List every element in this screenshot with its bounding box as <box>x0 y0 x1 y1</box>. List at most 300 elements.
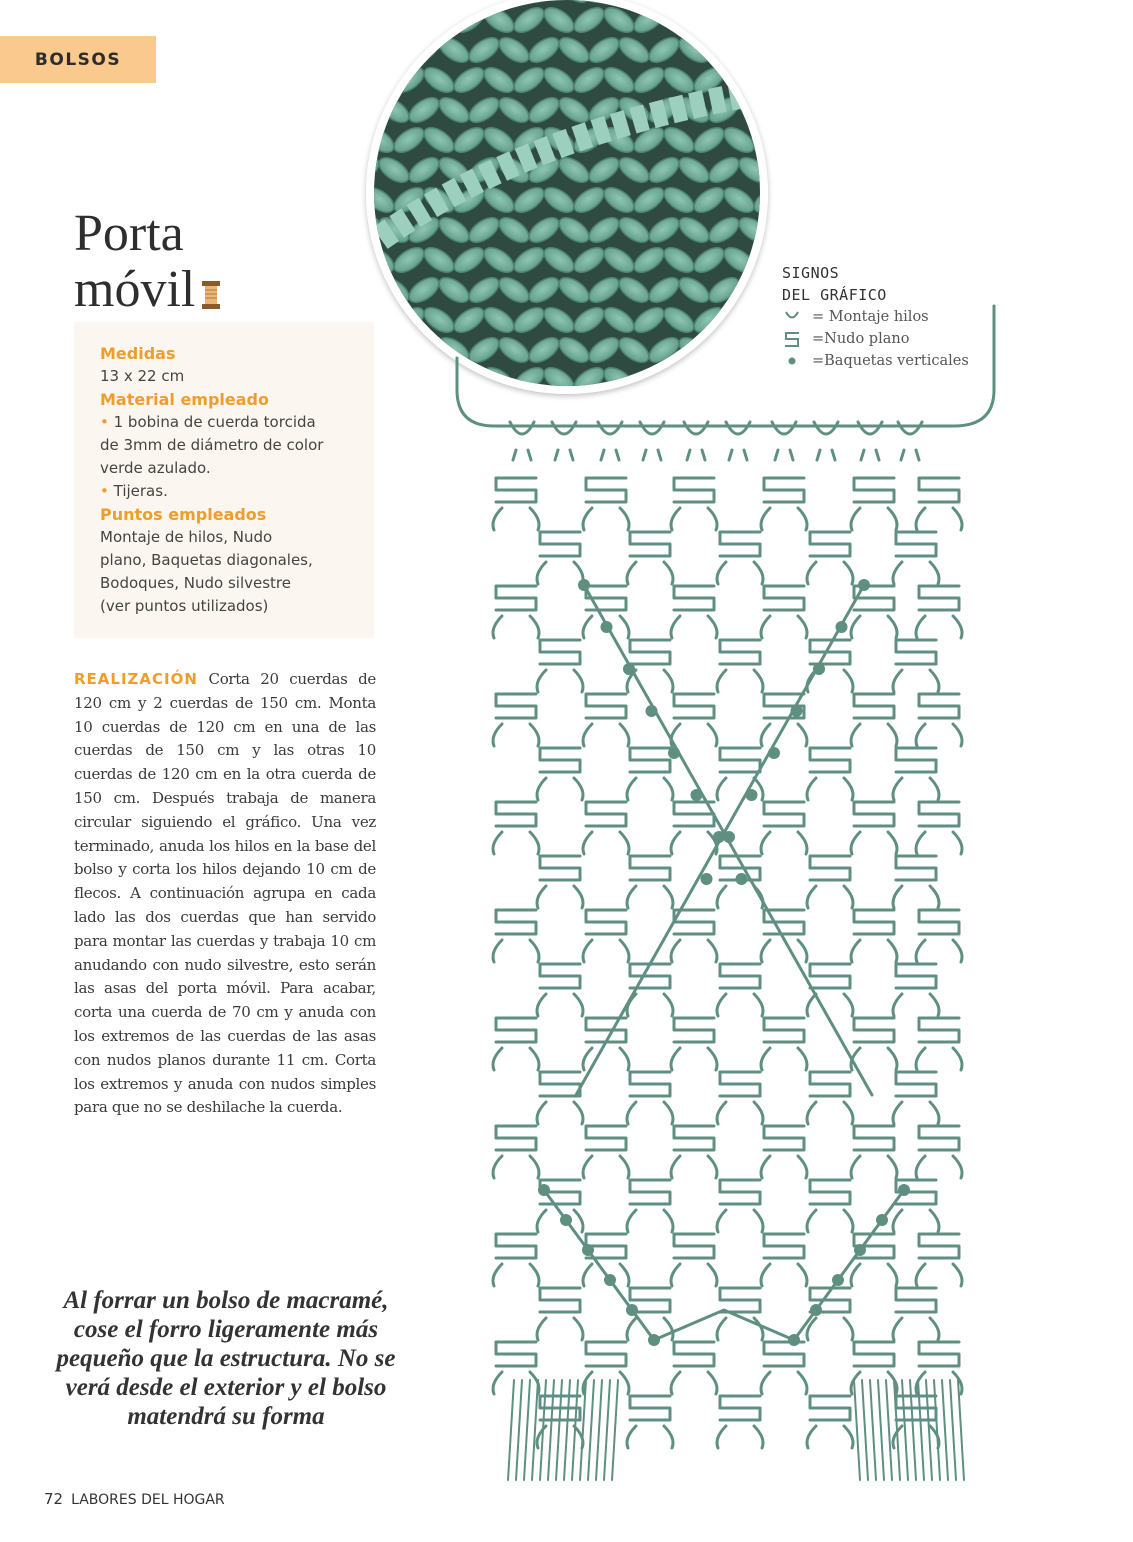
square-knot <box>720 1396 760 1420</box>
cord <box>574 670 583 692</box>
cord <box>807 1210 816 1232</box>
cord <box>888 1156 897 1178</box>
square-knot <box>854 1126 894 1150</box>
cord <box>708 1156 717 1178</box>
cord <box>916 508 925 530</box>
square-knot <box>720 964 760 988</box>
square-knot <box>764 586 804 610</box>
cord <box>844 1318 853 1340</box>
legend-item-nudo-plano: =Nudo plano <box>782 328 969 350</box>
square-knot <box>810 1180 850 1204</box>
cord <box>807 994 816 1016</box>
square-knot <box>764 1342 804 1366</box>
square-knot <box>496 910 536 934</box>
square-knot <box>854 478 894 502</box>
cord <box>620 616 629 638</box>
cord <box>537 778 546 800</box>
cord <box>798 940 807 962</box>
cord <box>851 1264 860 1286</box>
frame-line <box>457 306 994 426</box>
cord <box>583 508 592 530</box>
cord <box>583 1372 592 1394</box>
square-knot <box>674 1018 714 1042</box>
cord <box>583 1156 592 1178</box>
cord <box>893 994 902 1016</box>
square-knot <box>810 748 850 772</box>
material-item-1-cont2: verde azulado. <box>100 459 211 477</box>
macrame-diagram <box>454 300 1014 1505</box>
cord <box>953 1156 962 1178</box>
mount-strand <box>729 450 747 460</box>
square-knot <box>630 748 670 772</box>
cord <box>493 1048 502 1070</box>
cord <box>717 994 726 1016</box>
material-item-1: • 1 bobina de cuerda torcida <box>100 413 316 431</box>
fringe <box>870 1380 876 1480</box>
mount-loop <box>772 422 796 434</box>
cord <box>664 886 673 908</box>
puntos-line-2: plano, Baquetas diagonales, <box>100 551 313 569</box>
fringe <box>508 1380 514 1480</box>
cord <box>574 778 583 800</box>
square-knot <box>810 1396 850 1420</box>
cord <box>893 1210 902 1232</box>
square-knot <box>810 1072 850 1096</box>
cord <box>537 1102 546 1124</box>
cord <box>953 940 962 962</box>
mount-strand <box>643 450 661 460</box>
cord <box>930 1210 939 1232</box>
square-knot <box>854 1342 894 1366</box>
cord <box>620 1156 629 1178</box>
cord <box>537 1318 546 1340</box>
square-knot <box>674 1126 714 1150</box>
fringe <box>612 1380 618 1480</box>
instructions-text <box>74 668 376 1120</box>
square-knot <box>540 532 580 556</box>
fringe <box>862 1380 868 1480</box>
cord <box>664 1210 673 1232</box>
cord <box>916 940 925 962</box>
mount-strand <box>687 450 705 460</box>
cord <box>708 1372 717 1394</box>
square-knot <box>496 1234 536 1258</box>
spool-icon <box>201 266 221 322</box>
square-knot <box>630 640 670 664</box>
cord <box>530 832 539 854</box>
fringe <box>596 1380 602 1480</box>
square-knot <box>586 1342 626 1366</box>
square-knot <box>540 748 580 772</box>
square-knot <box>810 964 850 988</box>
square-knot <box>764 1126 804 1150</box>
square-knot <box>496 694 536 718</box>
material-heading: Material empleado <box>100 390 269 409</box>
cord <box>916 1264 925 1286</box>
mount-loop <box>598 422 622 434</box>
square-knot <box>586 910 626 934</box>
cord <box>893 1102 902 1124</box>
square-knot <box>720 1288 760 1312</box>
cord <box>761 1048 770 1070</box>
square-knot <box>496 478 536 502</box>
square-knot <box>496 1342 536 1366</box>
square-knot <box>496 1126 536 1150</box>
cord <box>620 832 629 854</box>
cord <box>627 562 636 584</box>
cord <box>717 778 726 800</box>
cord <box>761 1264 770 1286</box>
fringe <box>532 1380 538 1480</box>
cord <box>717 886 726 908</box>
cord <box>754 1318 763 1340</box>
cord <box>583 724 592 746</box>
cord <box>537 1210 546 1232</box>
cord <box>844 670 853 692</box>
cord <box>574 1102 583 1124</box>
square-knot <box>674 1342 714 1366</box>
mount-loop <box>640 422 664 434</box>
material-item-1-cont: de 3mm de diámetro de color <box>100 436 324 454</box>
square-knot <box>764 478 804 502</box>
cord <box>953 616 962 638</box>
cord <box>664 1426 673 1448</box>
cord <box>530 1156 539 1178</box>
cord <box>761 616 770 638</box>
cord <box>930 778 939 800</box>
square-knot <box>919 478 959 502</box>
cord <box>574 1210 583 1232</box>
mount-strand <box>513 450 531 460</box>
mount-strand <box>555 450 573 460</box>
material-item-2: • Tijeras. <box>100 482 168 500</box>
square-knot <box>586 1126 626 1150</box>
square-knot <box>674 478 714 502</box>
square-knot <box>540 1072 580 1096</box>
square-knot <box>919 1018 959 1042</box>
cord <box>930 1102 939 1124</box>
cord <box>671 1264 680 1286</box>
legend-title-2: DEL GRÁFICO <box>782 286 887 304</box>
cord <box>798 616 807 638</box>
fringe <box>524 1380 530 1480</box>
square-knot <box>896 748 936 772</box>
cord <box>530 940 539 962</box>
puntos-line-1: Montaje de hilos, Nudo <box>100 528 273 546</box>
cord <box>708 724 717 746</box>
cord <box>530 1264 539 1286</box>
cord <box>761 508 770 530</box>
cord <box>953 832 962 854</box>
cord <box>671 1156 680 1178</box>
cord <box>893 562 902 584</box>
cord <box>798 832 807 854</box>
mount-strand <box>861 450 879 460</box>
cord <box>620 1048 629 1070</box>
puntos-line-3: Bodoques, Nudo silvestre <box>100 574 291 592</box>
cord <box>888 508 897 530</box>
square-knot <box>720 1180 760 1204</box>
cord <box>717 1210 726 1232</box>
cord <box>953 1264 962 1286</box>
cord <box>530 508 539 530</box>
vertical-baqueta <box>701 873 713 885</box>
cord <box>888 616 897 638</box>
fringe <box>588 1380 594 1480</box>
cord <box>537 670 546 692</box>
cord <box>851 832 860 854</box>
cord <box>583 832 592 854</box>
materials-box <box>74 322 374 638</box>
cord <box>574 994 583 1016</box>
magazine-name: LABORES DEL HOGAR <box>71 1492 225 1508</box>
cord <box>754 994 763 1016</box>
square-knot <box>764 1018 804 1042</box>
cord <box>530 724 539 746</box>
cord <box>953 1048 962 1070</box>
cord <box>537 562 546 584</box>
cord <box>493 1264 502 1286</box>
cord <box>761 1372 770 1394</box>
cord <box>671 1372 680 1394</box>
cord <box>664 778 673 800</box>
cord <box>798 508 807 530</box>
cord <box>664 562 673 584</box>
square-knot <box>540 964 580 988</box>
square-knot <box>720 1072 760 1096</box>
square-knot <box>540 640 580 664</box>
cord <box>807 886 816 908</box>
square-knot <box>586 694 626 718</box>
cord <box>916 1048 925 1070</box>
square-knot <box>896 532 936 556</box>
square-knot <box>674 694 714 718</box>
cord <box>930 886 939 908</box>
cord <box>574 886 583 908</box>
cord <box>671 940 680 962</box>
square-knot <box>586 1018 626 1042</box>
cord <box>916 724 925 746</box>
cord <box>761 940 770 962</box>
cord <box>627 1318 636 1340</box>
square-knot <box>496 586 536 610</box>
cord <box>583 940 592 962</box>
square-knot <box>540 856 580 880</box>
page-title <box>74 206 221 322</box>
mount-strand <box>601 450 619 460</box>
page-number: 72 <box>44 1490 64 1508</box>
puntos-line-4: (ver puntos utilizados) <box>100 597 269 615</box>
square-knot <box>630 532 670 556</box>
cord <box>930 562 939 584</box>
cord <box>761 832 770 854</box>
cord <box>844 562 853 584</box>
cord <box>708 616 717 638</box>
cord <box>888 940 897 962</box>
cord <box>807 1102 816 1124</box>
cord <box>671 832 680 854</box>
square-knot <box>764 802 804 826</box>
cord <box>761 1156 770 1178</box>
cord <box>627 1426 636 1448</box>
square-knot <box>919 694 959 718</box>
legend-item-baqueta: =Baquetas verticales <box>782 350 969 372</box>
cord <box>844 994 853 1016</box>
cord <box>807 778 816 800</box>
mount-loop <box>814 422 838 434</box>
cord <box>761 724 770 746</box>
cord <box>754 670 763 692</box>
square-knot <box>896 1396 936 1420</box>
cord <box>916 832 925 854</box>
cord <box>627 886 636 908</box>
square-knot <box>496 802 536 826</box>
cord <box>671 508 680 530</box>
square-knot <box>630 1396 670 1420</box>
cord <box>493 1372 502 1394</box>
cord <box>844 1210 853 1232</box>
square-knot <box>720 532 760 556</box>
square-knot <box>919 1342 959 1366</box>
cord <box>754 562 763 584</box>
square-knot <box>896 1288 936 1312</box>
square-knot <box>810 532 850 556</box>
square-knot <box>630 856 670 880</box>
section-tab <box>0 36 156 83</box>
fringe <box>886 1380 892 1480</box>
cord <box>493 616 502 638</box>
square-knot <box>630 1180 670 1204</box>
fringe <box>950 1380 956 1480</box>
square-knot <box>720 640 760 664</box>
cord <box>754 1210 763 1232</box>
square-knot <box>854 1018 894 1042</box>
cord <box>798 724 807 746</box>
cord <box>627 1210 636 1232</box>
cord <box>851 940 860 962</box>
cord <box>916 616 925 638</box>
cord <box>754 1102 763 1124</box>
cord <box>717 670 726 692</box>
cord <box>493 940 502 962</box>
square-knot <box>810 856 850 880</box>
cord <box>916 1156 925 1178</box>
cord <box>851 616 860 638</box>
cord <box>627 1102 636 1124</box>
cord <box>893 670 902 692</box>
cord <box>851 724 860 746</box>
fringe <box>604 1380 610 1480</box>
cord <box>671 1048 680 1070</box>
square-knot <box>674 1234 714 1258</box>
square-knot <box>896 964 936 988</box>
cord <box>671 616 680 638</box>
square-knot <box>919 1126 959 1150</box>
page-footer <box>44 1490 225 1508</box>
square-knot <box>919 910 959 934</box>
cord <box>893 1318 902 1340</box>
mount-loop <box>684 422 708 434</box>
square-knot <box>764 1234 804 1258</box>
cord <box>620 508 629 530</box>
cord <box>953 508 962 530</box>
square-knot <box>586 478 626 502</box>
cord <box>583 616 592 638</box>
square-knot <box>854 694 894 718</box>
cord <box>888 724 897 746</box>
cord <box>717 1426 726 1448</box>
cord <box>620 940 629 962</box>
cord <box>953 724 962 746</box>
medidas-heading: Medidas <box>100 344 176 363</box>
mount-loop <box>552 422 576 434</box>
cord <box>717 562 726 584</box>
tip-quote: Al forrar un bolso de macramé, cose el forro ligeramente más pequeño que la estructura. No se verá desde el exterior y el bolso matendrá su forma <box>56 1287 396 1430</box>
cord <box>888 1264 897 1286</box>
cord <box>888 832 897 854</box>
cord <box>893 886 902 908</box>
cord <box>620 1264 629 1286</box>
cord <box>888 1048 897 1070</box>
cord <box>798 1264 807 1286</box>
cord <box>627 778 636 800</box>
mount-loop <box>858 422 882 434</box>
cord <box>664 994 673 1016</box>
cord <box>537 886 546 908</box>
cord <box>537 994 546 1016</box>
cord <box>717 1102 726 1124</box>
cord <box>807 1426 816 1448</box>
fringe <box>942 1380 948 1480</box>
cord <box>930 670 939 692</box>
cord <box>530 1048 539 1070</box>
cord <box>664 670 673 692</box>
cord <box>493 1156 502 1178</box>
cord <box>708 940 717 962</box>
baqueta-line <box>576 585 864 1095</box>
mount-loop <box>726 422 750 434</box>
cord <box>930 994 939 1016</box>
mount-loop <box>510 422 534 434</box>
legend-title-1: SIGNOS <box>782 264 840 282</box>
cord <box>851 508 860 530</box>
square-knot <box>896 640 936 664</box>
cord <box>574 1318 583 1340</box>
square-knot <box>854 802 894 826</box>
cord <box>798 1048 807 1070</box>
cord <box>583 1264 592 1286</box>
square-knot <box>496 1018 536 1042</box>
fringe <box>516 1380 522 1480</box>
cord <box>493 508 502 530</box>
cord <box>893 778 902 800</box>
cord <box>754 1426 763 1448</box>
cord <box>844 1426 853 1448</box>
square-knot <box>630 964 670 988</box>
square-knot <box>674 586 714 610</box>
instructions-body: Corta 20 cuerdas de 120 cm y 2 cuerdas de 150 cm. Monta 10 cuerdas de 120 cm en una de las cuerdas de 150 cm y las otras 10 cuerdas de 120 cm en la otra cuerda de 150 cm. Después trabaja de manera circular siguiendo el gráfico. Una vez terminado, anuda los hilos en la base del bolso y corta los hilos dejando 10 cm de flecos. A continuación agrupa en cada lado las dos cuerdas que han servido para montar las cuerdas y trabaja 10 cm anudando con nudo silvestre, esto serán las asas del porta móvil. Para acabar, corta una cuerda de 70 cm y anuda con los extremos de las cuerdas de las asas con nudos planos durante 11 cm. Corta los extremos y anuda con nudos simples para que no se deshilache la cuerda. <box>74 670 377 1117</box>
cord <box>530 616 539 638</box>
instructions-lead: REALIZACIÓN <box>74 670 198 688</box>
mount-strand <box>817 450 835 460</box>
square-knot <box>720 748 760 772</box>
square-knot <box>896 1072 936 1096</box>
square-knot <box>540 1288 580 1312</box>
square-knot <box>919 1234 959 1258</box>
vertical-baqueta <box>736 873 748 885</box>
square-knot <box>630 1072 670 1096</box>
cord <box>708 508 717 530</box>
